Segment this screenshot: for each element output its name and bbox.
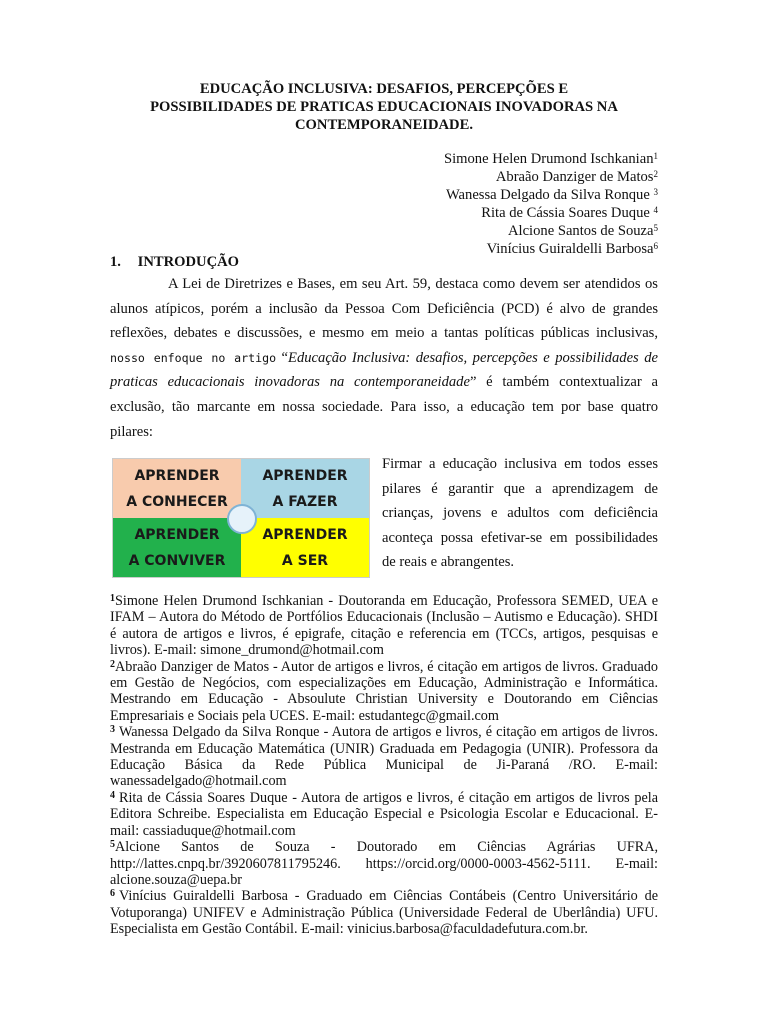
footnote-number: 6 bbox=[110, 888, 115, 900]
people-circle-icon bbox=[227, 504, 257, 534]
intro-paragraph bbox=[110, 272, 658, 444]
pillar-aprender-a-conhecer bbox=[113, 459, 241, 518]
author-entry bbox=[444, 222, 658, 240]
footnote bbox=[110, 839, 658, 888]
section-number: 1. bbox=[110, 254, 121, 270]
intro-text-1: A Lei de Diretrizes e Bases, em seu Art. 59, destaca como devem ser atendidos os alunos atípicos, porém a inclusão da Pessoa Com Deficiência (PCD) é alvo de grandes reflexões, debates e discussões, e mesmo em meio a tantas políticas públicas inclusivas, bbox=[110, 276, 658, 342]
footnote-text: Simone Helen Drumond Ischkanian - Doutoranda em Educação, Professora SEMED, UEA e IFAM – Autora do Método de Portfólios Educacionais (Inclusão – Autismo e Educação). SHDI é autora de artigos e livros, é epigrafe, citação e referencia em (TCCs, artigos, pesquisas e livros). E-mail: simone_drumond@hotmail.com bbox=[110, 593, 658, 659]
pillar-line-2: A CONHECER bbox=[126, 494, 228, 510]
footnote-number: 4 bbox=[110, 789, 115, 801]
four-pillars-figure bbox=[112, 458, 370, 578]
author-ref: 6 bbox=[653, 241, 658, 251]
author-ref: 5 bbox=[653, 223, 658, 233]
intro-text-3: ” é também contextualizar a exclusão, tão marcante em nossa sociedade. Para isso, a educação tem por base quatro pilares: bbox=[110, 374, 658, 440]
author-entry bbox=[444, 186, 658, 204]
title-line-3: CONTEMPORANEIDADE. bbox=[295, 117, 473, 133]
pillar-line-2: A FAZER bbox=[272, 494, 338, 510]
author-name: Rita de Cássia Soares Duque bbox=[481, 205, 654, 221]
author-ref: 3 bbox=[653, 187, 658, 197]
pillar-aprender-a-fazer bbox=[241, 459, 369, 518]
author-name: Alcione Santos de Souza bbox=[507, 223, 654, 239]
footnote-number: 2 bbox=[110, 658, 115, 670]
author-name: Abraão Danziger de Matos bbox=[495, 169, 654, 185]
footnote bbox=[110, 790, 658, 839]
author-entry bbox=[444, 150, 658, 168]
pillar-line-2: A SER bbox=[281, 553, 329, 569]
pillar-line-1: APRENDER bbox=[262, 468, 348, 484]
footnotes bbox=[110, 593, 658, 938]
footnote-text: Wanessa Delgado da Silva Ronque - Autora de artigos e livros, é citação em artigos de livros. Mestranda em Educação Matemática (UNIR) Graduada em Pedagogia (UNIR). Professora da Educação Básica da Rede Pública Municipal de Ji-Paraná /RO. E-mail: wanessadelgado@hotmail.com bbox=[110, 724, 658, 790]
footnote-number: 3 bbox=[110, 724, 115, 736]
author-list bbox=[444, 150, 658, 258]
author-name: Wanessa Delgado da Silva Ronque bbox=[445, 187, 654, 203]
author-entry bbox=[444, 168, 658, 186]
pillar-line-1: APRENDER bbox=[134, 527, 220, 543]
section-heading bbox=[110, 254, 239, 271]
intro-article-title: Educação Inclusiva: desafios, percepções e possibilidades de praticas educacionais inovadoras na contemporaneidade bbox=[110, 349, 658, 391]
author-entry bbox=[444, 204, 658, 222]
pillar-line-1: APRENDER bbox=[134, 468, 220, 484]
author-ref: 4 bbox=[653, 205, 658, 215]
title-line-1: EDUCAÇÃO INCLUSIVA: DESAFIOS, PERCEPÇÕES E bbox=[199, 81, 569, 97]
footnote-number: 5 bbox=[110, 839, 115, 851]
footnote-number: 1 bbox=[110, 593, 115, 604]
pillars-paragraph: Firmar a educação inclusiva em todos esses pilares é garantir que a aprendizagem de crianças, jovens e adultos com deficiência aconteça possa efetivar-se em possibilidades de reais e abrangentes. bbox=[382, 456, 658, 571]
pillar-line-2: A CONVIVER bbox=[128, 553, 226, 569]
author-ref: 1 bbox=[653, 151, 658, 161]
paper-title bbox=[110, 80, 658, 134]
author-name: Vinícius Guiraldelli Barbosa bbox=[486, 241, 654, 257]
pillar-line-1: APRENDER bbox=[262, 527, 348, 543]
footnote bbox=[110, 593, 658, 659]
author-name: Simone Helen Drumond Ischkanian bbox=[443, 151, 654, 167]
author-entry bbox=[444, 240, 658, 258]
footnote-text: Vinícius Guiraldelli Barbosa - Graduado em Ciências Contábeis (Centro Universitário de Votuporanga) UNIFEV e Administração Pública (Universidade Federal de Uberlândia) UFU. Especialista em Gestão Contábil. E-mail: vinicius.barbosa@faculdadefutura.com.br. bbox=[110, 888, 658, 938]
pillar-aprender-a-conviver bbox=[113, 518, 241, 577]
intro-text-2: “ bbox=[276, 349, 289, 366]
footnote-text: Abraão Danziger de Matos - Autor de artigos e livros, é citação em artigos de livros. Graduado em Gestão de Negócios, com especializações em Educação, Administração e Informática. Mestrando em Educação - Absoulute Christian University e Doutorando em Ciências Empresariais e Sociais pela UCES. E-mail: estudantegc@gmail.com bbox=[110, 658, 658, 724]
footnote-text: Rita de Cássia Soares Duque - Autora de artigos e livros, é citação em artigos de livros pela Editora Schreibe. Especialista em Educação Especial e Psicologia Escolar e Educacional. E-mail: cassiaduque@hotmail.com bbox=[110, 789, 658, 839]
footnote bbox=[110, 888, 658, 937]
intro-mono-phrase: nosso enfoque no artigo bbox=[110, 350, 277, 365]
title-line-2: POSSIBILIDADES DE PRATICAS EDUCACIONAIS INOVADORAS NA bbox=[150, 99, 618, 115]
pillar-aprender-a-ser bbox=[241, 518, 369, 577]
section-title: INTRODUÇÃO bbox=[137, 254, 240, 270]
footnote bbox=[110, 659, 658, 725]
footnote-text: Alcione Santos de Souza - Doutorado em Ciências Agrárias UFRA, http://lattes.cnpq.br/3920607811795246. https://orcid.org/0000-0003-4562-5111. E-mail: alcione.souza@uepa.br bbox=[110, 839, 658, 888]
author-ref: 2 bbox=[653, 169, 658, 179]
footnote bbox=[110, 724, 658, 790]
